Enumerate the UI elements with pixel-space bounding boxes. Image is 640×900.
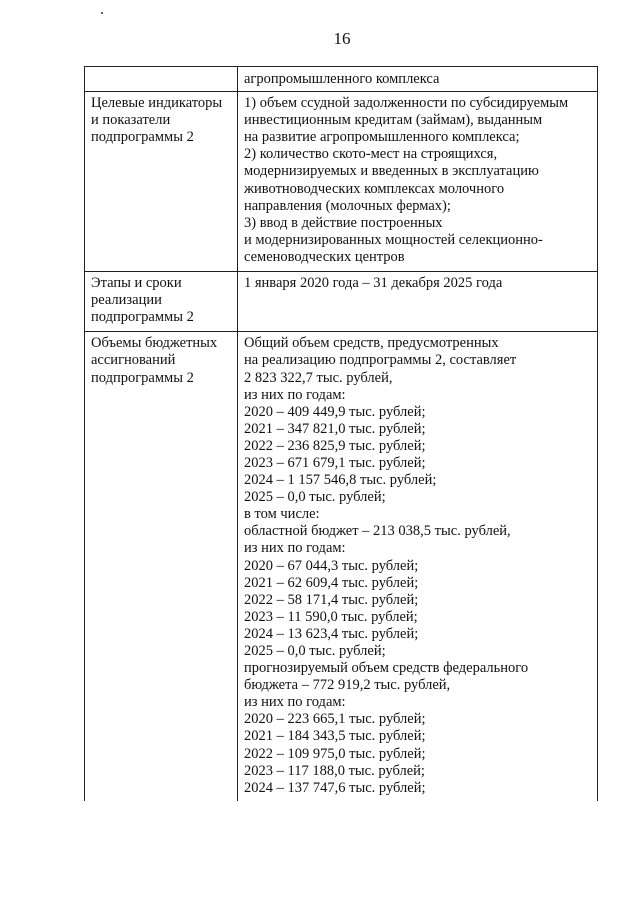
value-line: и модернизированных мощностей селекционно- [244, 231, 543, 248]
stages-terms-row [85, 272, 598, 332]
row-label-cell [85, 92, 238, 272]
label-line: подпрограммы 2 [91, 309, 194, 326]
value-line: 2022 – 109 975,0 тыс. рублей; [244, 745, 426, 762]
value-line: 2022 – 236 825,9 тыс. рублей; [244, 437, 426, 454]
label-line: Целевые индикаторы [91, 95, 223, 112]
value-line: 1) объем ссудной задолженности по субсидируемым [244, 95, 569, 112]
target-indicators-row [85, 92, 598, 272]
value-line: агропромышленного комплекса [244, 71, 440, 87]
value-line: 2020 – 223 665,1 тыс. рублей; [244, 711, 426, 728]
value-line: областной бюджет – 213 038,5 тыс. рублей, [244, 523, 511, 540]
value-line: 2024 – 13 623,4 тыс. рублей; [244, 625, 419, 642]
row-label-cell [85, 67, 238, 92]
value-line: инвестиционным кредитам (займам), выданным [244, 112, 543, 129]
value-line: 2 823 322,7 тыс. рублей, [244, 369, 393, 386]
label-line: реализации [91, 292, 162, 309]
value-line: 2025 – 0,0 тыс. рублей; [244, 643, 386, 659]
value-line: 2022 – 58 171,4 тыс. рублей; [244, 591, 419, 608]
value-line: 2025 – 0,0 тыс. рублей; [244, 489, 386, 506]
row-value-cell [238, 92, 598, 272]
value-line: модернизируемых и введенных в эксплуатацию [244, 163, 539, 180]
value-line: бюджета – 772 919,2 тыс. рублей, [244, 677, 451, 694]
budget-allocations-row [85, 332, 598, 801]
subprogram-passport-table [84, 66, 598, 801]
continuation-row [85, 67, 598, 92]
value-line: направления (молочных фермах); [244, 197, 451, 214]
row-label-cell [85, 272, 238, 332]
label-line: и показатели [91, 112, 171, 129]
value-line: 2021 – 62 609,4 тыс. рублей; [244, 574, 419, 591]
table-body [85, 67, 598, 801]
value-line: 2020 – 67 044,3 тыс. рублей; [244, 557, 419, 574]
label-line: подпрограммы 2 [91, 369, 194, 386]
value-line: 2020 – 409 449,9 тыс. рублей; [244, 403, 426, 420]
row-value-cell [238, 272, 598, 332]
row-value-cell [238, 332, 598, 801]
value-line: на реализацию подпрограммы 2, составляет [244, 352, 517, 369]
value-line: из них по годам: [244, 540, 346, 557]
row-value-cell [238, 67, 598, 92]
value-line: 2021 – 347 821,0 тыс. рублей; [244, 420, 426, 437]
value-line: 2021 – 184 343,5 тыс. рублей; [244, 728, 426, 745]
value-line: 2023 – 671 679,1 тыс. рублей; [244, 454, 426, 471]
value-line: на развитие агропромышленного комплекса; [244, 129, 520, 146]
value-line: из них по годам: [244, 386, 346, 403]
label-line: ассигнований [91, 352, 176, 369]
value-line: животноводческих комплексах молочного [244, 180, 505, 197]
value-line: 2023 – 117 188,0 тыс. рублей; [244, 762, 425, 779]
value-line: 1 января 2020 года – 31 декабря 2025 года [244, 275, 503, 292]
value-line: 2024 – 1 157 546,8 тыс. рублей; [244, 472, 437, 489]
value-line: прогнозируемый объем средств федерального [244, 660, 529, 677]
value-line: 2024 – 137 747,6 тыс. рублей; [244, 779, 426, 796]
value-line: семеноводческих центров [244, 248, 405, 265]
scan-speck [101, 12, 103, 14]
page-number: 16 [333, 29, 351, 48]
label-line: подпрограммы 2 [91, 129, 194, 146]
value-line: 2023 – 11 590,0 тыс. рублей; [244, 608, 418, 625]
value-line: Общий объем средств, предусмотренных [244, 335, 499, 352]
label-line: Объемы бюджетных [91, 335, 218, 352]
value-line: 3) ввод в действие построенных [244, 214, 443, 231]
row-label-cell [85, 332, 238, 801]
label-line: Этапы и сроки [91, 275, 182, 292]
value-line: из них по годам: [244, 694, 346, 711]
value-line: 2) количество ското-мест на строящихся, [244, 146, 498, 163]
value-line: в том числе: [244, 506, 320, 523]
